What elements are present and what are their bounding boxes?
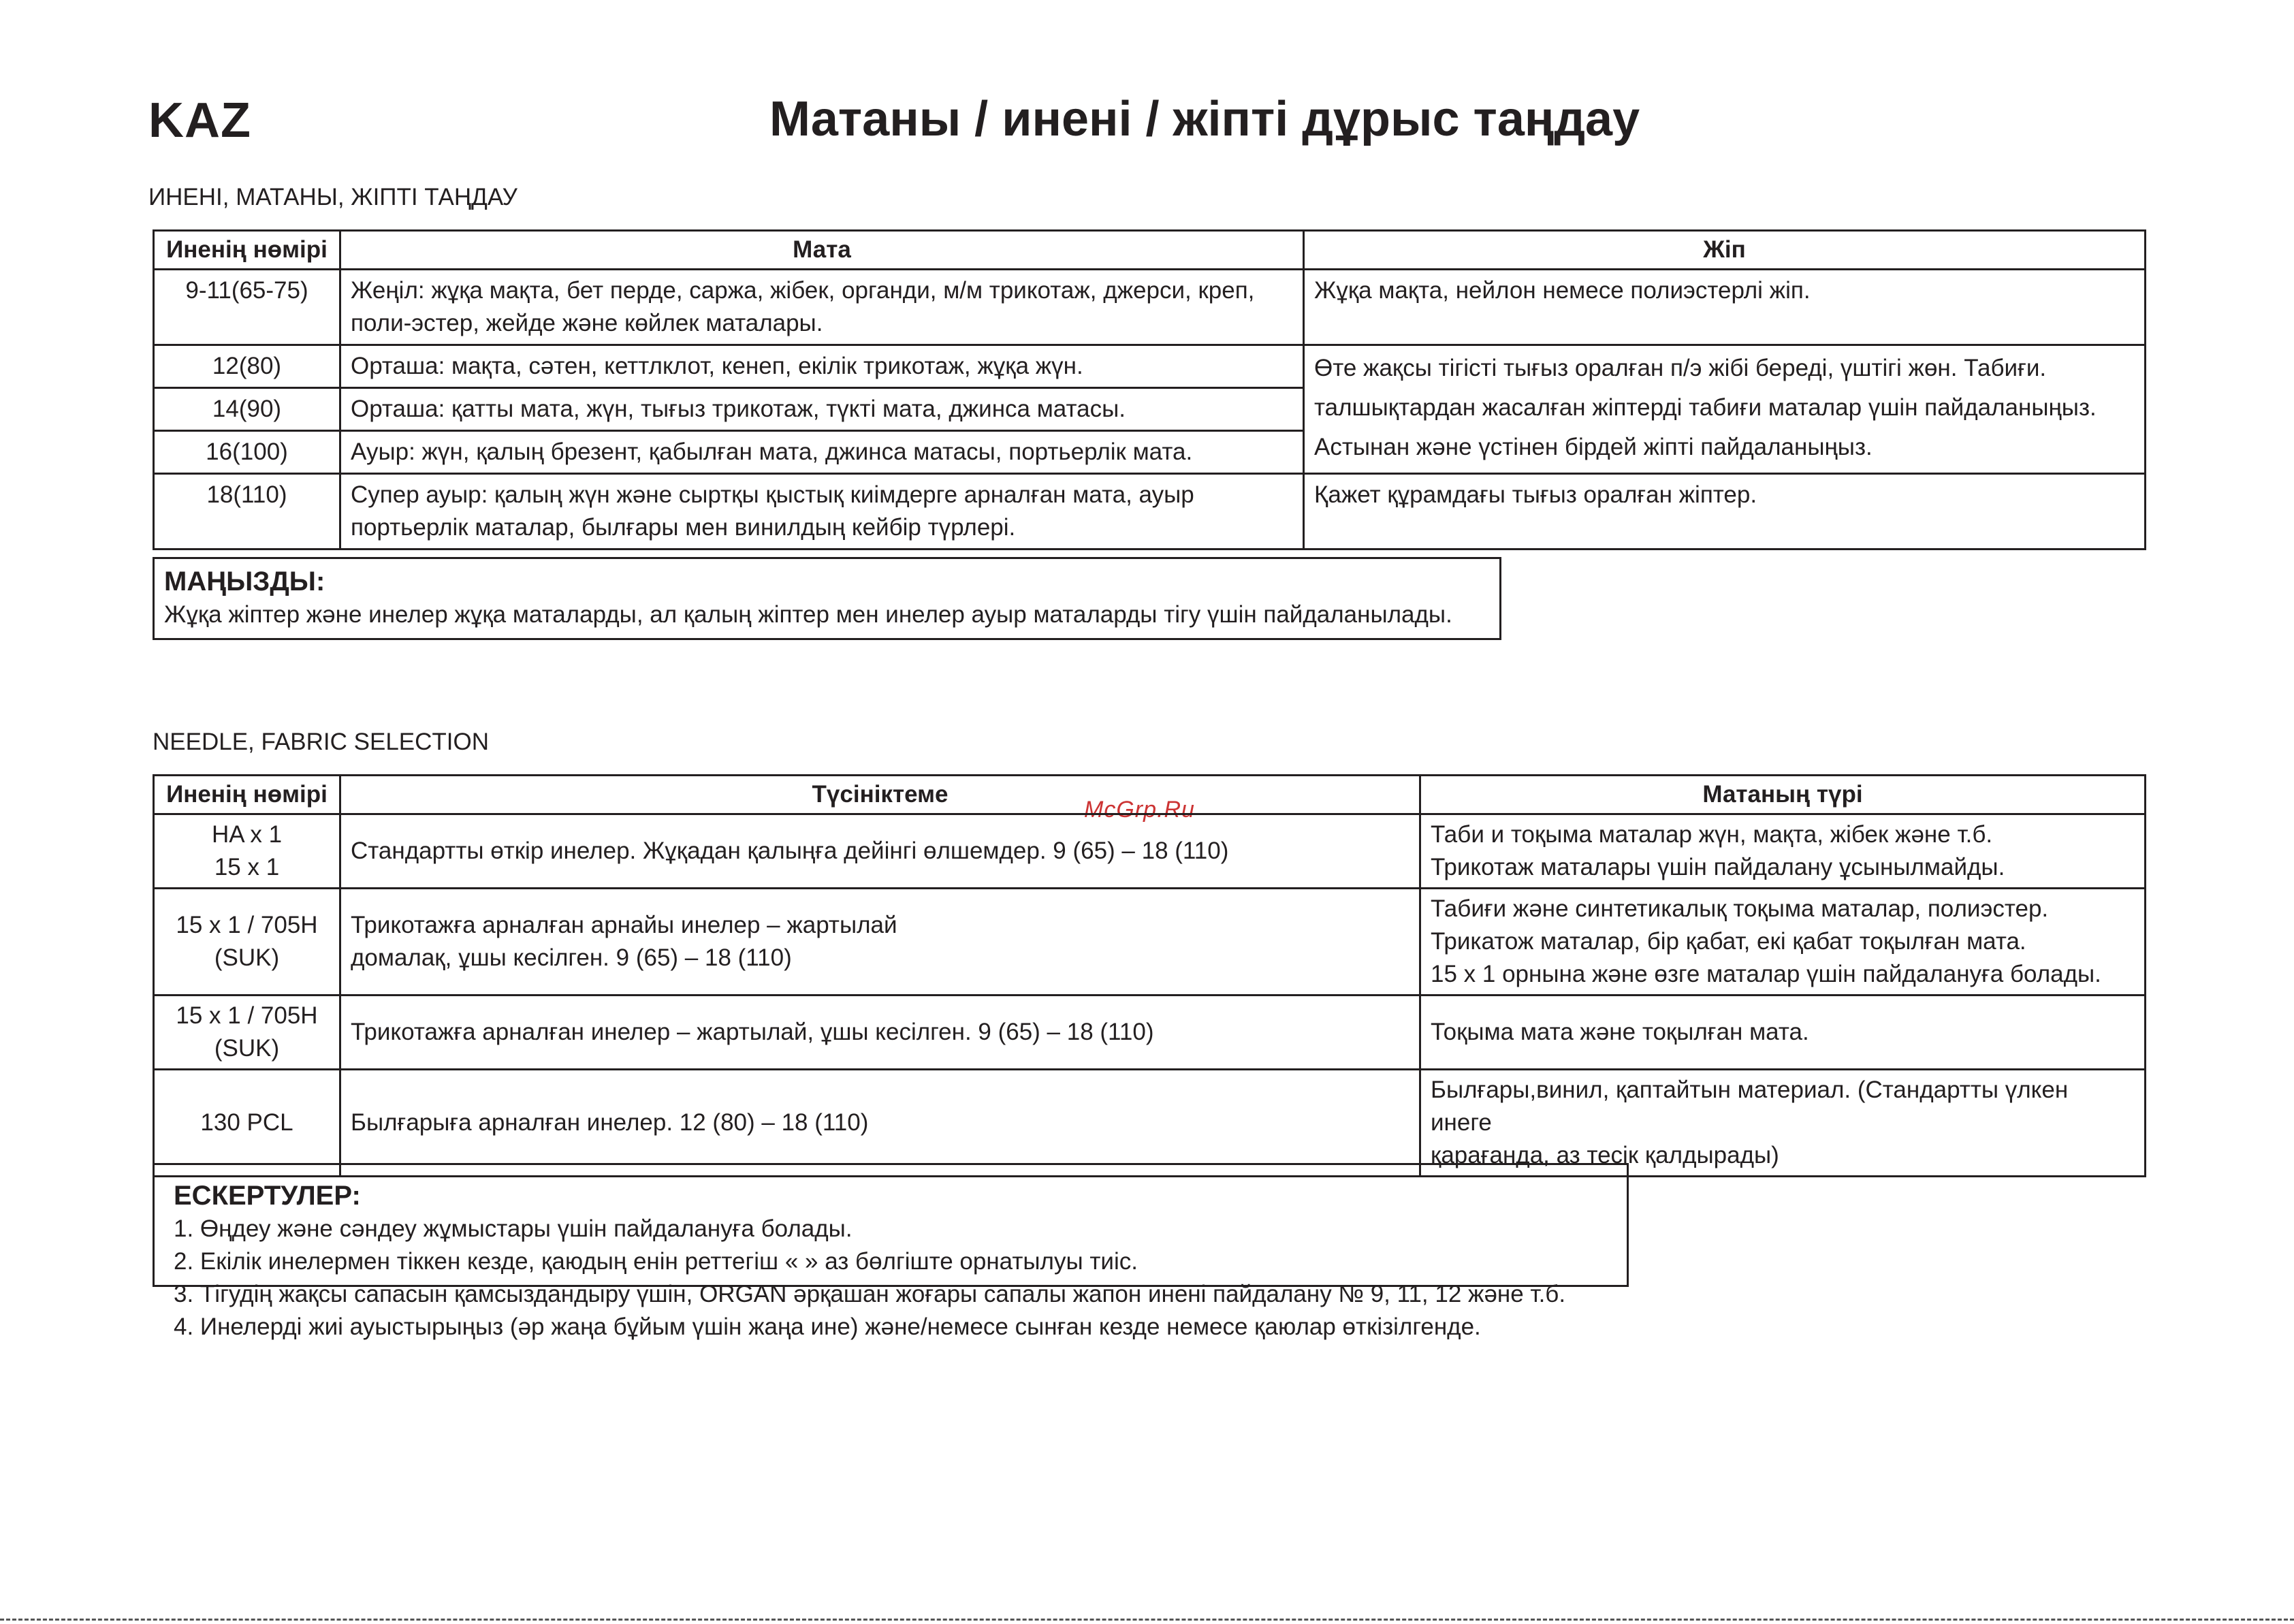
needle-type-cell bbox=[154, 889, 340, 996]
needle-number-cell: 16(100) bbox=[154, 431, 340, 474]
fabric-type-line: Таби и тоқыма маталар жүн, мақта, жібек және т.б. bbox=[1431, 821, 1993, 848]
needle-type-line: (SUK) bbox=[214, 944, 280, 971]
needle-type-cell bbox=[154, 1070, 340, 1177]
table-row bbox=[154, 889, 2146, 996]
needle-type-cell bbox=[154, 814, 340, 889]
column-header: Матаның түрі bbox=[1420, 776, 2146, 814]
section-title-needle-fabric-selection: NEEDLE, FABRIC SELECTION bbox=[153, 729, 490, 755]
important-note-box bbox=[153, 557, 1501, 640]
fabric-type-line: Трикатож маталар, бір қабат, екі қабат тоқылған мата. bbox=[1431, 928, 2026, 955]
thread-cell: Жұқа мақта, нейлон немесе полиэстерлі жіп. bbox=[1304, 270, 2146, 345]
language-code: KAZ bbox=[148, 93, 251, 148]
description-line: Стандартты өткір инелер. Жұқадан қалыңға дейінгі өлшемдер. 9 (65) – 18 (110) bbox=[351, 838, 1229, 864]
column-header: Жіп bbox=[1304, 231, 2146, 270]
table-header-row bbox=[154, 231, 2146, 270]
needle-type-line: 15 x 1 / 705H bbox=[176, 1002, 318, 1029]
description-line: Трикотажға арналған арнайы инелер – жартылай bbox=[351, 912, 897, 938]
needle-type-line: 15 x 1 / 705H bbox=[176, 912, 318, 938]
description-cell bbox=[340, 1070, 1420, 1177]
fabric-cell: Жеңіл: жұқа мақта, бет перде, саржа, жібек, органди, м/м трикотаж, джерси, креп, поли-эстер, жейде және көйлек маталары. bbox=[340, 270, 1304, 345]
fabric-cell: Орташа: мақта, сәтен, кеттлклот, кенеп, екілік трикотаж, жұқа жүн. bbox=[340, 345, 1304, 388]
notes-heading: ЕСКЕРТУЛЕР: bbox=[174, 1181, 361, 1211]
needle-number-cell: 14(90) bbox=[154, 388, 340, 431]
fabric-type-cell bbox=[1420, 814, 2146, 889]
description-line: Трикотажға арналған инелер – жартылай, ұшы кесілген. 9 (65) – 18 (110) bbox=[351, 1019, 1154, 1045]
description-line: Былғарыға арналған инелер. 12 (80) – 18 (110) bbox=[351, 1109, 869, 1136]
description-line: домалақ, ұшы кесілген. 9 (65) – 18 (110) bbox=[351, 944, 792, 971]
needle-type-line: 130 PCL bbox=[200, 1109, 293, 1136]
column-header: Иненің нөмірі bbox=[154, 231, 340, 270]
table-row bbox=[154, 996, 2146, 1070]
needle-selection-table bbox=[153, 774, 2146, 1177]
fabric-type-line: Трикотаж маталары үшін пайдалану ұсынылмайды. bbox=[1431, 854, 2005, 880]
table-row bbox=[154, 1070, 2146, 1177]
table-header-row bbox=[154, 776, 2146, 814]
fabric-cell: Супер ауыр: қалың жүн және сыртқы қыстық киімдерге арналған мата, ауыр портьерлік маталар, былғары мен винилдың кейбір түрлері. bbox=[340, 474, 1304, 550]
table-row bbox=[154, 270, 2146, 345]
column-header: Түсініктеме bbox=[340, 776, 1420, 814]
needle-type-cell bbox=[154, 996, 340, 1070]
note-item: 3. Тігудің жақсы сапасын қамсыздандыру үшін, ORGAN әрқашан жоғары сапалы жапон инені пайдалану № 9, 11, 12 және т.б. bbox=[174, 1281, 1566, 1307]
fabric-type-line: Былғары,винил, қаптайтын материал. (Стандартты үлкен инеге bbox=[1431, 1077, 2069, 1136]
fabric-cell: Ауыр: жүн, қалың брезент, қабылған мата, джинса матасы, портьерлік мата. bbox=[340, 431, 1304, 474]
needle-fabric-thread-table bbox=[153, 229, 2146, 550]
fabric-type-line: Тоқыма мата және тоқылған мата. bbox=[1431, 1019, 1809, 1045]
needle-number-cell: 9-11(65-75) bbox=[154, 270, 340, 345]
fabric-type-line: 15 x 1 орнына және өзге маталар үшін пайдалануға болады. bbox=[1431, 961, 2101, 987]
fabric-type-line: қарағанда, аз тесік қалдырады) bbox=[1431, 1142, 1779, 1168]
needle-number-cell: 12(80) bbox=[154, 345, 340, 388]
description-cell bbox=[340, 996, 1420, 1070]
page-title: Матаны / инені / жіпті дұрыс таңдау bbox=[769, 92, 1640, 146]
note-item: 4. Инелерді жиі ауыстырыңыз (әр жаңа бұйым үшін жаңа ине) және/немесе сынған кезде немесе қаюлар өткізілгенде. bbox=[174, 1313, 1481, 1340]
column-header: Иненің нөмірі bbox=[154, 776, 340, 814]
column-header: Мата bbox=[340, 231, 1304, 270]
description-cell bbox=[340, 889, 1420, 996]
note-item: 2. Екілік инелермен тіккен кезде, қаюдың енін реттегіш « » аз бөлгіште орнатылуы тиіс. bbox=[174, 1248, 1138, 1275]
thread-cell: Қажет құрамдағы тығыз оралған жіптер. bbox=[1304, 474, 2146, 550]
needle-type-line: (SUK) bbox=[214, 1035, 280, 1062]
description-cell bbox=[340, 814, 1420, 889]
thread-cell-merged: Өте жақсы тігісті тығыз оралған п/э жібі береді, үштігі жөн. Табиғи. талшықтардан жасалған жіптерді табиғи маталар үшін пайдаланыңыз. Астынан және үстінен бірдей жіпті пайдаланыңыз. bbox=[1304, 345, 2146, 474]
table-row bbox=[154, 814, 2146, 889]
fabric-cell: Орташа: қатты мата, жүн, тығыз трикотаж, түкті мата, джинса матасы. bbox=[340, 388, 1304, 431]
section-title-needle-fabric-thread: ИНЕНІ, МАТАНЫ, ЖІПТІ ТАҢДАУ bbox=[148, 184, 517, 210]
fabric-type-line: Табиғи және синтетикалық тоқыма маталар, полиэстер. bbox=[1431, 895, 2049, 922]
important-text: Жұқа жіптер және инелер жұқа маталарды, ал қалың жіптер мен инелер ауыр маталарды тігу үшін пайдаланылады. bbox=[164, 601, 1452, 628]
table-row bbox=[154, 474, 2146, 550]
fabric-type-cell bbox=[1420, 996, 2146, 1070]
watermark-text: McGrp.Ru bbox=[1084, 797, 1195, 823]
notes-box bbox=[153, 1163, 1629, 1340]
page-bottom-edge bbox=[0, 1619, 2294, 1621]
needle-type-line: HA x 1 bbox=[211, 821, 283, 848]
fabric-type-cell bbox=[1420, 889, 2146, 996]
fabric-type-cell bbox=[1420, 1070, 2146, 1177]
needle-number-cell: 18(110) bbox=[154, 474, 340, 550]
note-item: 1. Өңдеу және сәндеу жұмыстары үшін пайдалануға болады. bbox=[174, 1215, 853, 1242]
needle-type-line: 15 x 1 bbox=[214, 854, 280, 880]
important-heading: МАҢЫЗДЫ: bbox=[164, 567, 325, 596]
table-row bbox=[154, 345, 2146, 388]
